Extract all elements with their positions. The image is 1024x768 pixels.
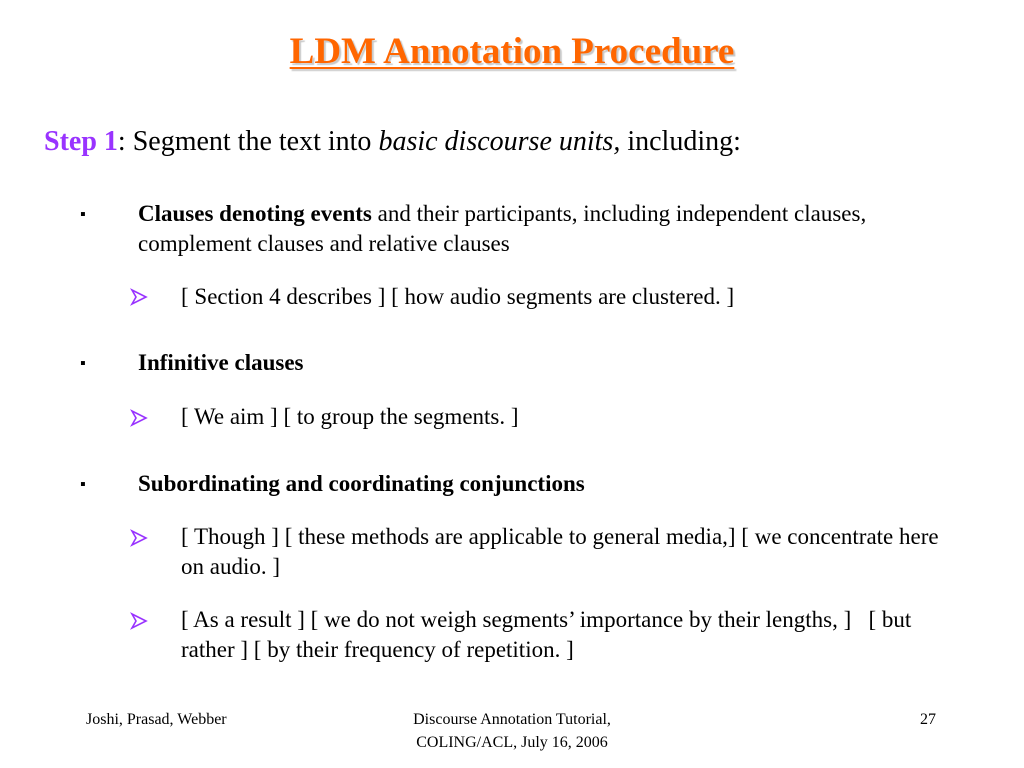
footer-authors: Joshi, Prasad, Webber xyxy=(86,711,227,728)
example-we-aim: [ We aim ] [ to group the segments. ] xyxy=(181,404,519,429)
page-number: 27 xyxy=(920,711,936,728)
item-heading: Subordinating and coordinating conjunctions xyxy=(138,471,585,496)
arrow-bullet-icon xyxy=(130,409,148,427)
bullet-item-clauses xyxy=(138,199,978,259)
example-though: [ Though ] [ these methods are applicable to general media,] [ we concentrate here on audio. ] xyxy=(181,524,939,579)
footer-venue-line2: COLING/ACL, July 16, 2006 xyxy=(416,734,608,751)
square-bullet-icon: ▪ xyxy=(80,355,86,372)
example-section4: [ Section 4 describes ] [ how audio segments are clustered. ] xyxy=(181,284,735,309)
arrow-bullet-icon xyxy=(130,288,148,306)
step-colon: : xyxy=(117,126,126,157)
step-text-before: Segment the text into xyxy=(125,126,379,157)
example-as-a-result: [ As a result ] [ we do not weigh segments’ importance by their lengths, ] [ but rather ] [ by their frequency of repetition. ] xyxy=(181,607,918,662)
step-label: Step 1 xyxy=(44,126,118,157)
step-line xyxy=(44,126,741,158)
bullet-item-infinitive xyxy=(138,348,978,378)
bullet-item-conjunctions xyxy=(138,469,978,499)
step-italic-term: basic discourse units, xyxy=(378,126,621,157)
item-heading: Infinitive clauses xyxy=(138,350,304,375)
item-rest: and their participants, including independent clauses, complement clauses and relative clauses xyxy=(138,201,867,256)
square-bullet-icon: ▪ xyxy=(80,206,86,223)
step-text-after: including: xyxy=(620,126,741,157)
square-bullet-icon: ▪ xyxy=(80,476,86,493)
footer-venue-line1: Discourse Annotation Tutorial, xyxy=(413,711,611,728)
footer-venue xyxy=(312,708,712,754)
slide-title: LDM Annotation Procedure xyxy=(289,31,735,72)
item-heading: Clauses denoting events xyxy=(138,201,372,226)
arrow-bullet-icon xyxy=(130,529,148,547)
arrow-bullet-icon xyxy=(130,612,148,630)
